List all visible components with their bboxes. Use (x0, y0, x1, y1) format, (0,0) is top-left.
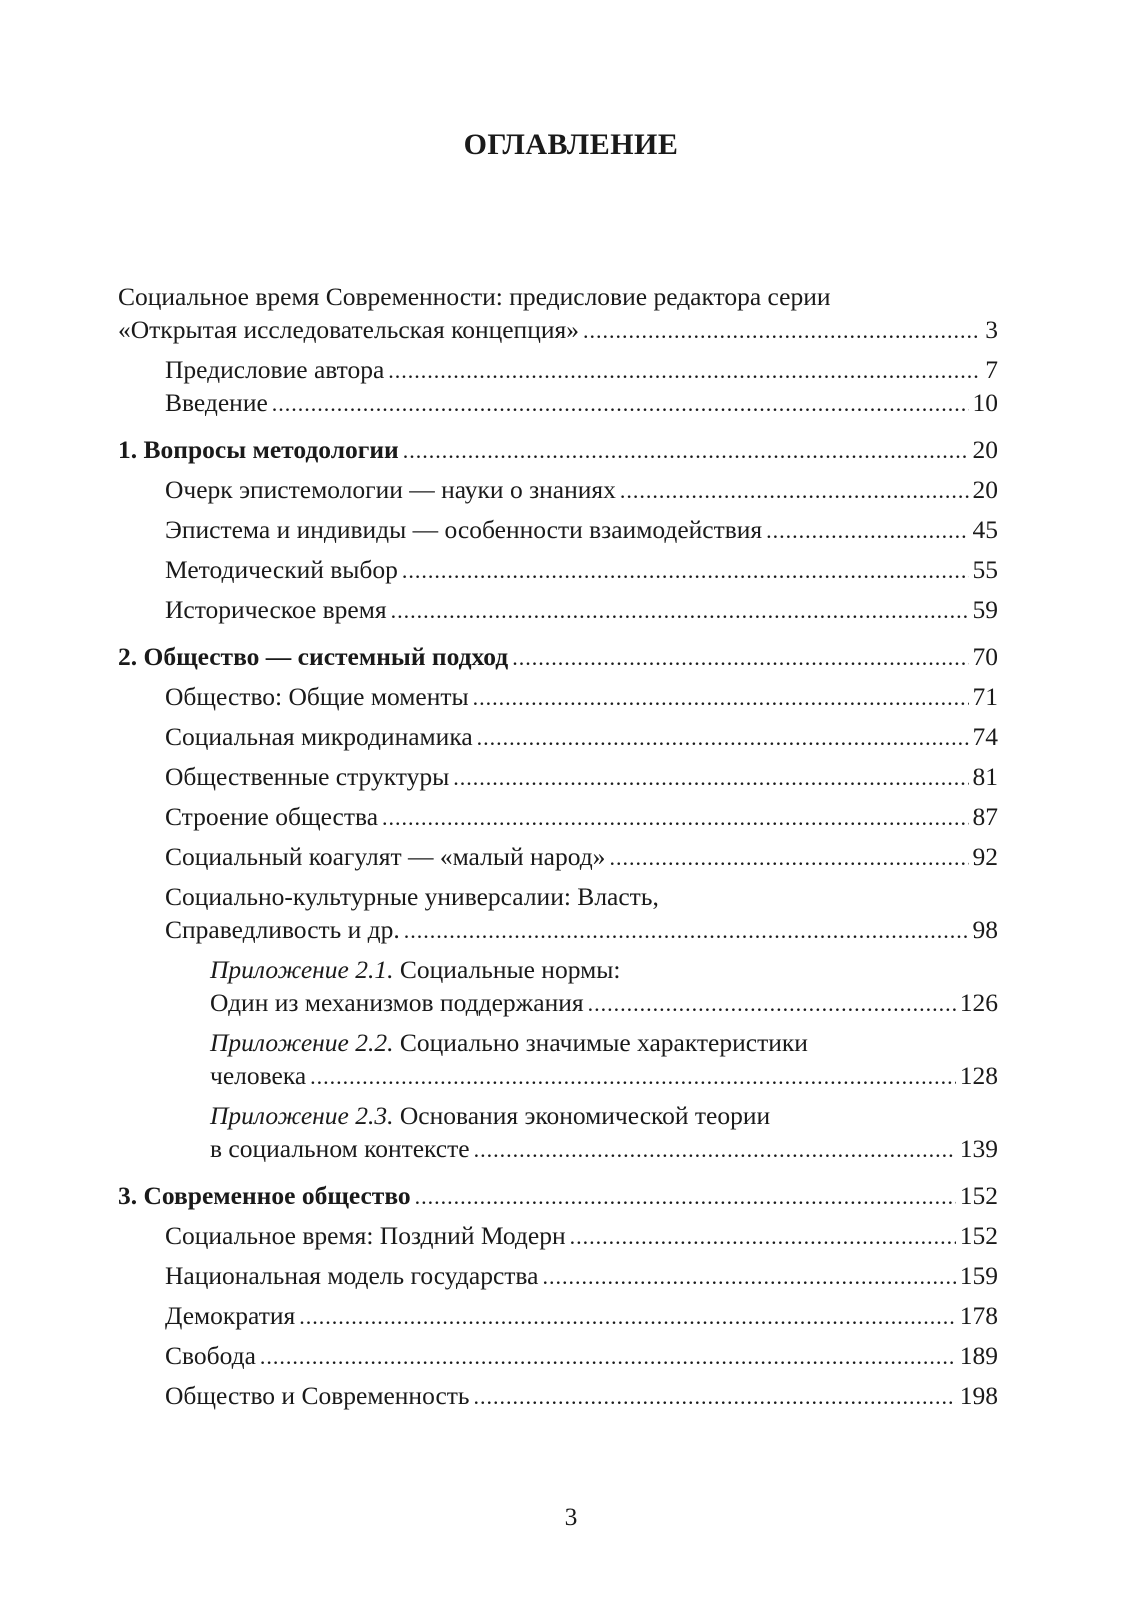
toc-page-number: 70 (972, 642, 998, 671)
toc-appendix[interactable] (118, 1132, 998, 1165)
dot-leader (609, 841, 968, 874)
toc-entry-label: Свобода (165, 1341, 256, 1370)
dot-leader (272, 387, 969, 420)
toc-entry[interactable] (118, 553, 998, 586)
toc-entry[interactable] (118, 1339, 998, 1372)
dot-leader (310, 1060, 956, 1093)
toc-page-number: 128 (959, 1061, 998, 1090)
toc-chapter-2[interactable] (118, 640, 998, 673)
toc-entry-author-preface[interactable] (118, 353, 998, 386)
dot-leader (588, 987, 956, 1020)
toc-chapter-3[interactable] (118, 1179, 998, 1212)
toc-page-number: 98 (972, 915, 998, 944)
dot-leader (473, 681, 969, 714)
toc-entry-editor-preface-line1: Социальное время Современности: предисловие редактора серии (118, 282, 831, 311)
toc-entry-label: Демократия (165, 1301, 296, 1330)
toc-page-number: 3 (985, 315, 998, 344)
dot-leader (403, 434, 969, 467)
toc-entry-label: Общественные структуры (165, 762, 450, 791)
toc-entry-label: Один из механизмов поддержания (210, 988, 584, 1017)
dot-leader (453, 761, 968, 794)
toc-page-number: 126 (959, 988, 998, 1017)
dot-leader (382, 801, 968, 834)
toc-page-number: 189 (959, 1341, 998, 1370)
appendix-prefix: Приложение 2.3. (210, 1101, 394, 1130)
appendix-title: Основания экономической теории (399, 1101, 771, 1130)
toc-page-number: 7 (985, 355, 998, 384)
appendix-prefix: Приложение 2.2. (210, 1028, 394, 1057)
toc-entry[interactable] (118, 513, 998, 546)
toc-entry[interactable] (118, 760, 998, 793)
dot-leader (542, 1260, 955, 1293)
page-number: 3 (564, 1502, 578, 1531)
dot-leader (583, 314, 981, 347)
dot-leader (570, 1220, 956, 1253)
toc-page-number: 59 (972, 595, 998, 624)
appendix-prefix: Приложение 2.1. (210, 955, 394, 984)
toc-page-number: 87 (972, 802, 998, 831)
toc-entry-editor-preface[interactable] (118, 313, 998, 346)
toc-chapter-1[interactable] (118, 433, 998, 466)
dot-leader (388, 354, 981, 387)
toc-page-number: 81 (972, 762, 998, 791)
toc-appendix-line1 (118, 1099, 998, 1132)
dot-leader (299, 1300, 956, 1333)
toc-entry-introduction[interactable] (118, 386, 998, 419)
appendix-title: Социально значимые характеристики (399, 1028, 808, 1057)
toc-entry[interactable] (118, 680, 998, 713)
toc-entry-label: Введение (165, 388, 268, 417)
toc-page-number: 178 (959, 1301, 998, 1330)
dot-leader (620, 474, 969, 507)
toc-appendix[interactable] (118, 1059, 998, 1092)
toc-entry-label: Общество: Общие моменты (165, 682, 469, 711)
toc-page-number: 92 (972, 842, 998, 871)
toc-chapter-title: 1. Вопросы методологии (118, 435, 399, 464)
toc-page-number: 10 (972, 388, 998, 417)
toc-entry-label: Эпистема и индивиды — особенности взаимодействия (165, 515, 763, 544)
toc-entry-universals[interactable] (118, 913, 998, 946)
toc-page-number: 74 (972, 722, 998, 751)
toc-entry-label: Общество и Современность (165, 1381, 470, 1410)
toc-page-number: 20 (972, 435, 998, 464)
dot-leader (404, 914, 969, 947)
toc-appendix[interactable] (118, 986, 998, 1019)
toc-page-number: 45 (972, 515, 998, 544)
toc-entry-label: человека (210, 1061, 307, 1090)
toc-entry[interactable] (118, 1259, 998, 1292)
dot-leader (512, 641, 968, 674)
toc-entry[interactable] (118, 840, 998, 873)
toc-page-number: 198 (959, 1381, 998, 1410)
toc-page-number: 152 (959, 1181, 998, 1210)
toc-entry-label: Методический выбор (165, 555, 398, 584)
toc-page-number: 139 (959, 1134, 998, 1163)
toc-entry-label: Предисловие автора (165, 355, 385, 384)
toc-entry-label: Социальное время: Поздний Модерн (165, 1221, 566, 1250)
dot-leader (415, 1180, 956, 1213)
toc-entry[interactable] (118, 1219, 998, 1252)
dot-leader (474, 1133, 956, 1166)
toc-entry-label: Историческое время (165, 595, 387, 624)
toc-entry-label: Национальная модель государства (165, 1261, 539, 1290)
toc-page-number: 55 (972, 555, 998, 584)
table-of-contents (118, 280, 998, 1412)
dot-leader (402, 554, 969, 587)
toc-page-number: 71 (972, 682, 998, 711)
dot-leader (474, 1380, 956, 1413)
toc-entry-label: Социальный коагулят — «малый народ» (165, 842, 606, 871)
toc-page-number: 159 (959, 1261, 998, 1290)
appendix-title: Социальные нормы: (399, 955, 621, 984)
toc-page-number: 20 (972, 475, 998, 504)
toc-chapter-title: 3. Современное общество (118, 1181, 411, 1210)
dot-leader (391, 594, 969, 627)
toc-entry[interactable] (118, 800, 998, 833)
toc-entry-label: Очерк эпистемологии — науки о знаниях (165, 475, 616, 504)
toc-entry[interactable] (118, 473, 998, 506)
toc-entry-label: в социальном контексте (210, 1134, 470, 1163)
toc-page-number: 152 (959, 1221, 998, 1250)
dot-leader (477, 721, 969, 754)
dot-leader (766, 514, 968, 547)
dot-leader (260, 1340, 956, 1373)
toc-entry-label: Социальная микродинамика (165, 722, 473, 751)
toc-entry[interactable] (118, 593, 998, 626)
toc-entry[interactable] (118, 1299, 998, 1332)
toc-entry[interactable] (118, 720, 998, 753)
toc-entry-label: «Открытая исследовательская концепция» (118, 315, 579, 344)
toc-entry-label: Строение общества (165, 802, 379, 831)
toc-chapter-title: 2. Общество — системный подход (118, 642, 509, 671)
toc-entry-universals-line1: Социально-культурные универсалии: Власть, (165, 882, 659, 911)
page-title: ОГЛАВЛЕНИЕ (463, 128, 679, 161)
toc-entry-label: Справедливость и др. (165, 915, 400, 944)
toc-appendix-line1 (118, 1026, 998, 1059)
toc-entry[interactable] (118, 1379, 998, 1412)
toc-appendix-line1 (118, 953, 998, 986)
